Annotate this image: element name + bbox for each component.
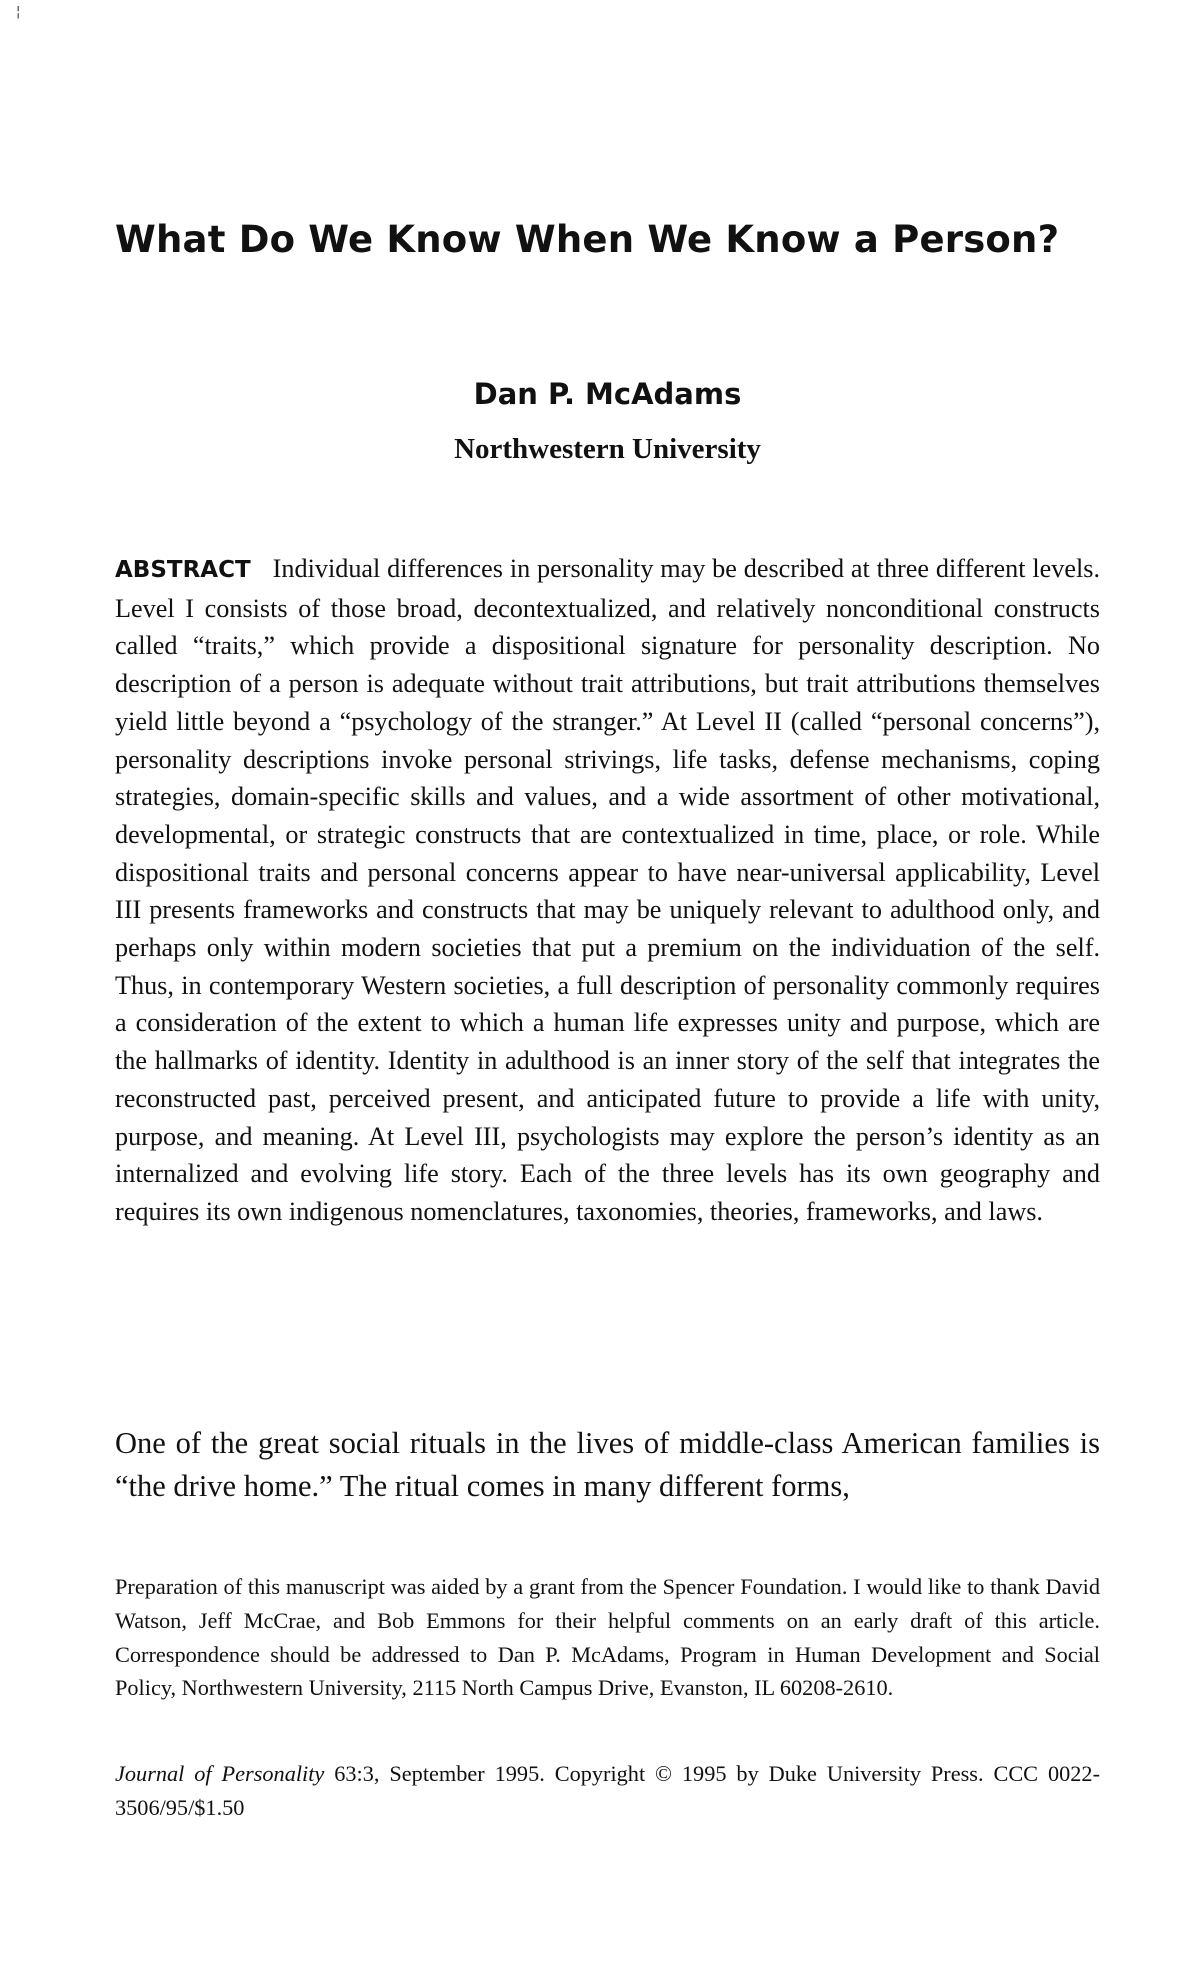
body-paragraph: One of the great social rituals in the lives of middle-class American families is “the drive home.” The ritual comes in many different forms, (115, 1426, 1100, 1503)
abstract-text: Individual differences in personality may be described at three different levels. Level I consists of those broad, decontextualized, and relatively nonconditional constructs called “traits,” which provide a dispositional signature for personality description. No description of a person is adequate without trait attributions, but trait attributions themselves yield little beyond a “psychology of the stranger.” At Level II (called “personal concerns”), personality descriptions invoke personal strivings, life tasks, defense mechanisms, coping strategies, domain-specific skills and values, and a wide assortment of other motivational, developmental, or strategic constructs that are contextualized in time, place, or role. While dispositional traits and personal concerns appear to have near-universal applicability, Level III presents frameworks and constructs that may be uniquely relevant to adulthood only, and perhaps only within modern societies that put a premium on the individuation of the self. Thus, in contemporary Western societies, a full description of personality commonly requires a consideration of the extent to which a human life expresses unity and purpose, which are the hallmarks of identity. Identity in adulthood is an inner story of the self that integrates the reconstructed past, perceived present, and anticipated future to provide a life with unity, purpose, and meaning. At Level III, psychologists may explore the person’s identity as an internalized and evolving life story. Each of the three levels has its own geography and requires its own indigenous nomenclatures, taxonomies, theories, frameworks, and laws. (115, 554, 1100, 1226)
citation-details: 63:3, September 1995. Copyright © 1995 by Duke University Press. CCC 0022-3506/95/$1.50 (115, 1761, 1100, 1820)
abstract (115, 550, 1100, 1231)
journal-name: Journal of Personality (115, 1761, 325, 1786)
journal-citation (115, 1757, 1100, 1825)
author-affiliation: Northwestern University (454, 433, 761, 465)
article-title: What Do We Know When We Know a Person? (115, 218, 1060, 261)
abstract-label: ABSTRACT (115, 557, 251, 583)
author-name: Dan P. McAdams (473, 377, 742, 411)
article-page (115, 0, 1100, 1966)
corner-mark: ¦ (14, 4, 23, 20)
acknowledgment-footnote: Preparation of this manuscript was aided by a grant from the Spencer Foundation. I would like to thank David Watson, Jeff McCrae, and Bob Emmons for their helpful comments on an early draft of this article. Correspondence should be addressed to Dan P. McAdams, Program in Human Development and Social Policy, Northwestern University, 2115 North Campus Drive, Evanston, IL 60208-2610. (115, 1574, 1100, 1701)
